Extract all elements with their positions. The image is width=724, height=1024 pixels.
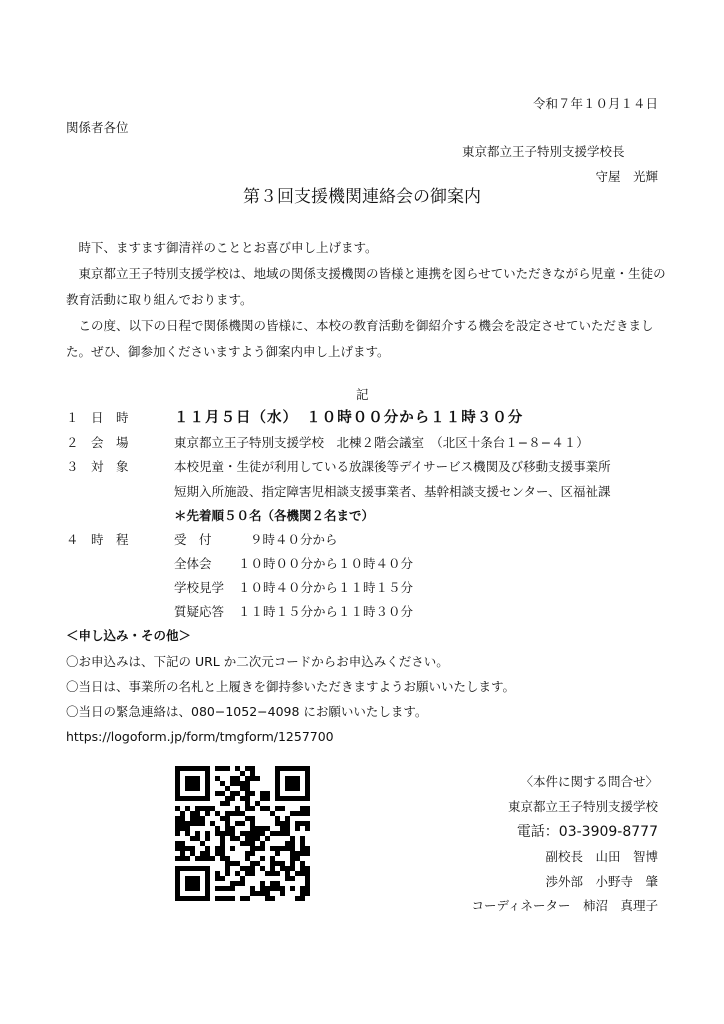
contact-phone: 電話：03-3909-8777 [516,824,658,840]
schedule-time-1: １０時００分から１０時４０分 [238,556,414,571]
other-line-emergency: 〇当日の緊急連絡は、080−1052−4098 にお願いいたします。 [66,704,428,719]
sender-name: 守屋 光輝 [595,169,658,184]
item-date-label: １ 日 時 [66,410,129,425]
item-venue-label: ２ 会 場 [66,435,129,450]
other-line-apply: 〇お申込みは、下記の URL か二次元コードからお申込みください。 [66,654,449,669]
contact-heading: 〈本件に関する問合せ〉 [520,774,658,789]
addressee: 関係者各位 [66,120,129,135]
item-target-note: ＊先着順５０名（各機関２名まで） [174,508,375,523]
schedule-label-0: 受 付 [174,532,212,547]
other-line-nametag: 〇当日は、事業所の名札と上履きを御持参いただきますようお願いいたします。 [66,679,516,694]
schedule-time-3: １１時１５分から１１時３０分 [238,604,414,619]
body-text [66,235,666,365]
schedule-time-0: ９時４０分から [250,532,338,547]
schedule-label-3: 質疑応答 [174,604,225,619]
registration-url[interactable]: https://logoform.jp/form/tmgform/1257700 [66,729,334,744]
qr-code-icon[interactable] [175,766,310,901]
other-heading: ＜申し込み・その他＞ [66,628,192,643]
document-title: 第３回支援機関連絡会の御案内 [243,187,481,207]
invitation-paragraph: この度、以下の日程で関係機関の皆様に、本校の教育活動を御紹介する機会を設定させていただきました。ぜひ、御参加くださいますよう御案内申し上げます。 [66,318,654,359]
item-target-label: ３ 対 象 [66,459,129,474]
contact-person-coordinator: コーディネーター 柿沼 真理子 [471,898,658,913]
contact-school: 東京都立王子特別支援学校 [507,799,658,814]
contact-person-vice-principal: 副校長 山田 智博 [545,849,658,864]
qr-code-graphic [175,766,310,901]
item-target-line2: 短期入所施設、指定障害児相談支援事業者、基幹相談支援センター、区福祉課 [174,484,611,499]
item-date-value: １１月５日（水） １０時００分から１１時３０分 [174,410,524,426]
schedule-time-2: １０時４０分から１１時１５分 [238,580,414,595]
intro-paragraph: 東京都立王子特別支援学校は、地域の関係支援機関の皆様と連携を図らせていただきながら児童・生徒の教育活動に取り組んでおります。 [66,266,666,307]
schedule-label-2: 学校見学 [174,580,225,595]
sender-organization: 東京都立王子特別支援学校長 [462,144,625,159]
item-target-line1: 本校児童・生徒が利用している放課後等デイサービス機関及び移動支援事業所 [174,459,611,474]
contact-person-liaison: 渉外部 小野寺 肇 [545,874,658,889]
schedule-label-1: 全体会 [174,556,212,571]
item-venue-value: 東京都立王子特別支援学校 北棟２階会議室 （北区十条台１−８−４１） [174,435,589,450]
greeting-paragraph: 時下、ますます御清祥のこととお喜び申し上げます。 [78,240,378,255]
document-date: 令和７年１０月１４日 [532,96,658,111]
item-schedule-label: ４ 時 程 [66,532,129,547]
ki-marker: 記 [356,387,369,402]
